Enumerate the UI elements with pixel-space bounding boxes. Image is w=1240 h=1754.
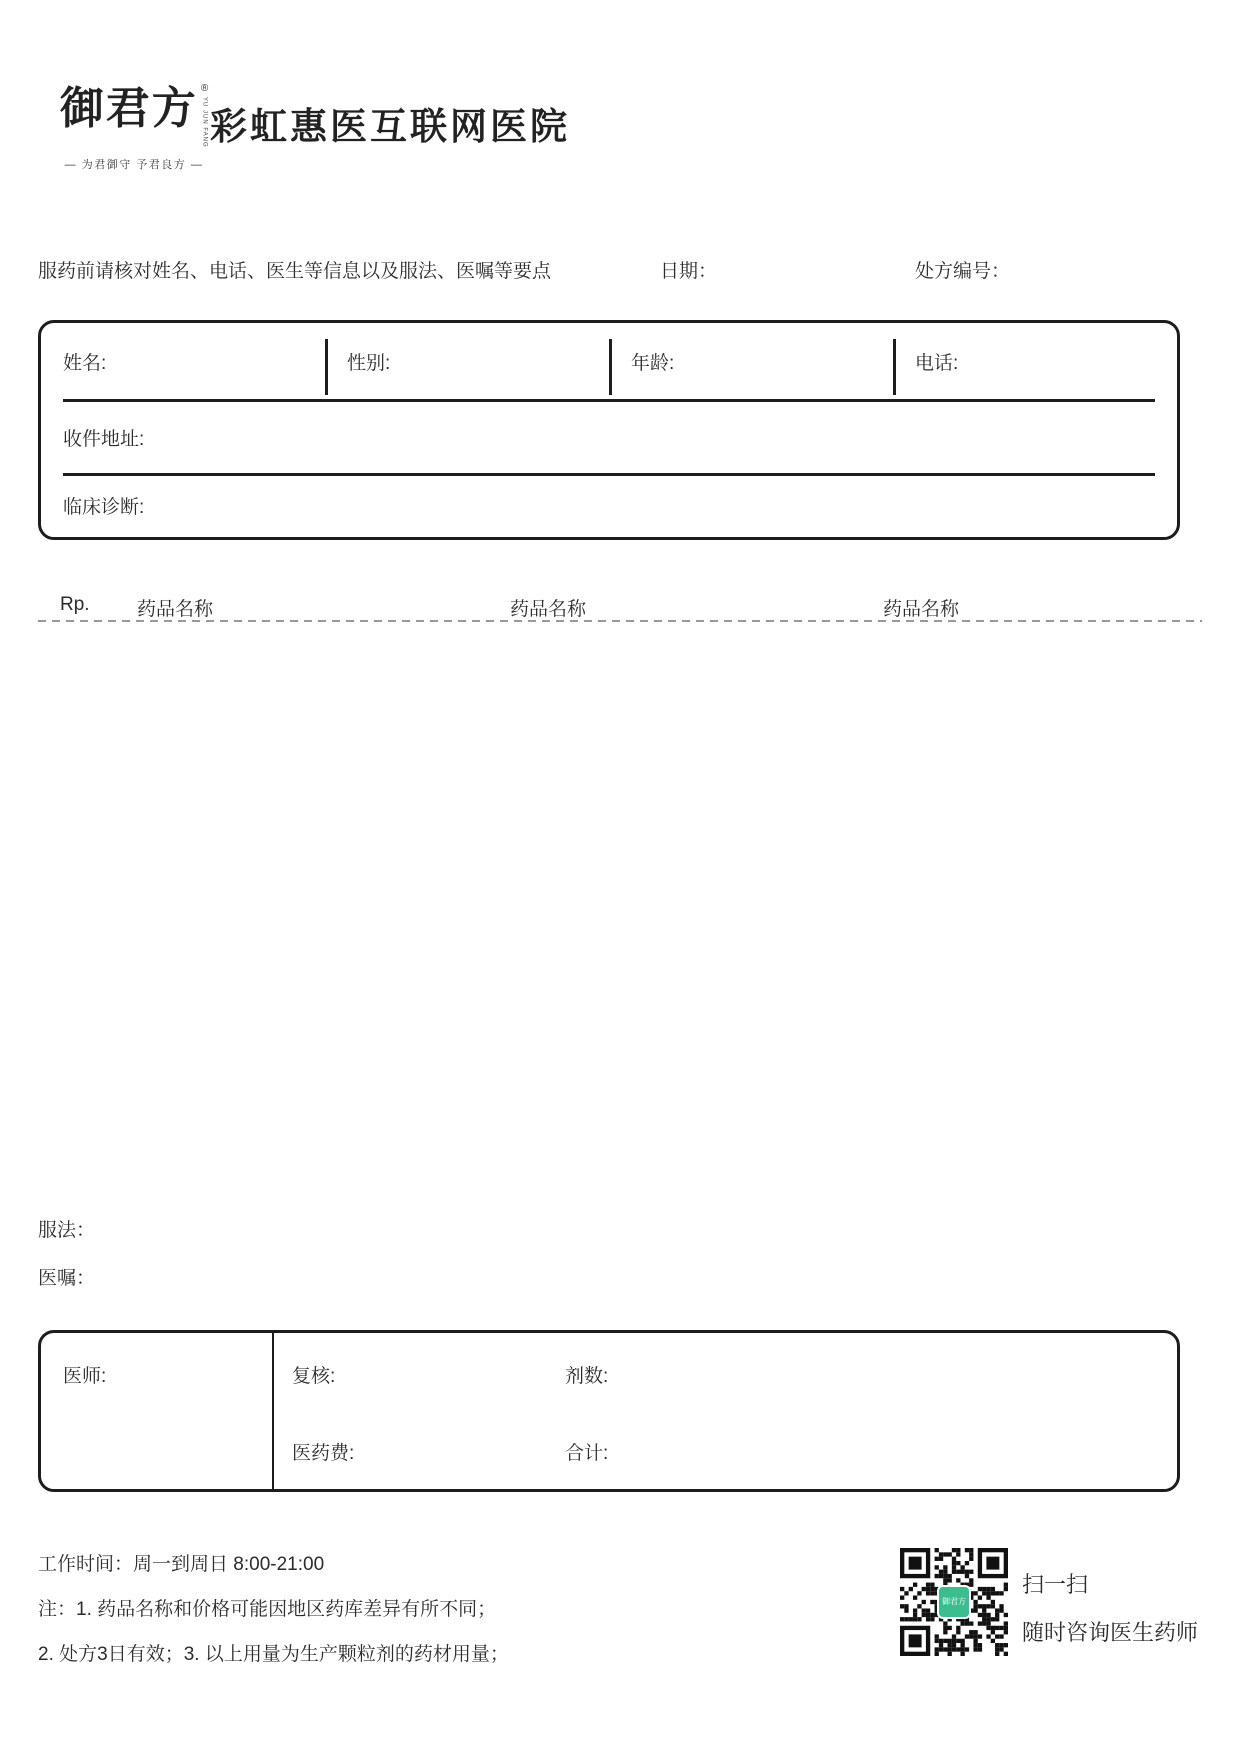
logo-tagline: — 为君御守 予君良方 — <box>64 158 204 171</box>
phone-label: 电话: <box>915 352 959 374</box>
review-label: 复核: <box>292 1366 336 1387</box>
signature-fee-box <box>38 1330 1180 1492</box>
gender-field <box>325 323 609 399</box>
address-label: 收件地址: <box>63 429 145 450</box>
diagnosis-field <box>41 476 1177 534</box>
date-label: 日期： <box>660 261 718 282</box>
doctor-advice-label: 医嘱： <box>38 1268 96 1289</box>
age-label: 年龄: <box>631 352 675 374</box>
logo-text: 御君方 <box>59 83 198 134</box>
check-hint-text: 服药前请核对姓名、电话、医生等信息以及服法、医嘱等要点 <box>38 261 552 282</box>
review-dose-row <box>292 1361 1177 1388</box>
work-hours-text: 工作时间：周一到周日 8:00-21:00 <box>38 1554 325 1575</box>
drug-name-column-3: 药品名称 <box>883 599 960 620</box>
fee-total-row <box>292 1438 1177 1465</box>
note-line-2: 2. 处方3日有效；3. 以上用量为生产颗粒剂的药材用量； <box>38 1644 509 1665</box>
brand-logo <box>54 84 214 172</box>
scan-caption: 扫一扫 <box>1022 1572 1089 1597</box>
rx-number-label: 处方编号： <box>915 261 1011 282</box>
drug-name-column-1: 药品名称 <box>137 599 214 620</box>
phone-field <box>893 323 1177 399</box>
total-label: 合计: <box>565 1443 609 1464</box>
qr-code <box>900 1548 1008 1656</box>
diagnosis-label: 临床诊断: <box>63 496 145 518</box>
rp-label: Rp. <box>60 594 90 615</box>
age-field <box>609 323 893 399</box>
physician-label: 医师: <box>63 1366 107 1387</box>
drug-name-column-2: 药品名称 <box>510 599 587 620</box>
patient-row-basic <box>41 323 1177 399</box>
dashed-divider <box>38 620 1202 622</box>
hospital-name: 彩虹惠医互联网医院 <box>210 106 570 147</box>
name-label: 姓名: <box>63 352 107 374</box>
consult-caption: 随时咨询医生药师 <box>1022 1620 1199 1645</box>
dose-count-label: 剂数: <box>565 1366 609 1387</box>
name-field <box>41 323 325 399</box>
address-field <box>41 402 1177 473</box>
medicine-fee-label: 医药费: <box>292 1443 355 1464</box>
logo-side <box>201 84 208 148</box>
qr-center-logo: 御君方 <box>937 1585 971 1619</box>
fee-fields <box>274 1333 1177 1489</box>
patient-info-box <box>38 320 1180 540</box>
rx-header-row <box>38 594 1202 618</box>
registered-trademark-icon: ® <box>200 83 209 94</box>
logo-vertical-text: YU JUN FANG <box>201 97 208 148</box>
physician-field <box>41 1333 274 1489</box>
note-line-1: 注：1. 药品名称和价格可能因地区药库差异有所不同； <box>38 1599 497 1620</box>
gender-label: 性别: <box>347 352 391 374</box>
usage-label: 服法： <box>38 1220 96 1241</box>
